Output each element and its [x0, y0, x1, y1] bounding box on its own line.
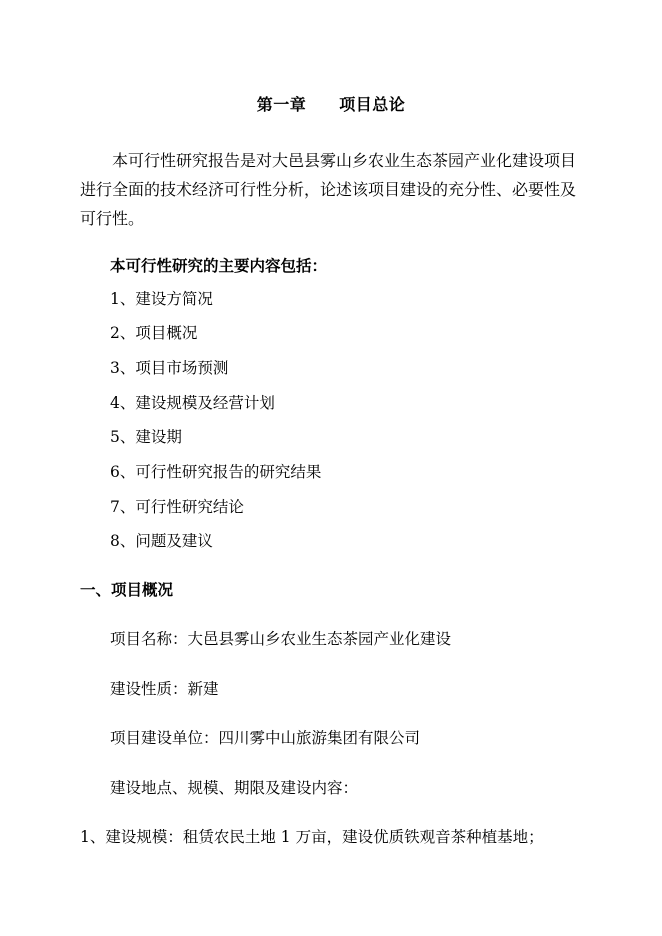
contents-item: 7、可行性研究结论 — [110, 498, 244, 516]
contents-item: 4、建设规模及经营计划 — [110, 394, 275, 412]
construction-unit: 项目建设单位：四川雾中山旅游集团有限公司 — [110, 729, 421, 747]
section-heading: 一、项目概况 — [80, 580, 174, 599]
contents-item: 8、问题及建议 — [110, 532, 213, 550]
chapter-title: 第一章 项目总论 — [256, 95, 406, 114]
contents-heading: 本可行性研究的主要内容包括： — [110, 256, 328, 275]
contents-item: 6、可行性研究报告的研究结果 — [110, 463, 322, 481]
construction-nature: 建设性质：新建 — [110, 680, 219, 698]
contents-item: 5、建设期 — [110, 428, 182, 446]
construction-location: 建设地点、规模、期限及建设内容： — [110, 779, 359, 797]
construction-scale: 1、建设规模：租赁农民土地 1 万亩，建设优质铁观音茶种植基地； — [80, 828, 544, 846]
contents-item: 2、项目概况 — [110, 324, 198, 342]
project-name: 项目名称：大邑县雾山乡农业生态茶园产业化建设 — [110, 630, 452, 648]
intro-paragraph: 本可行性研究报告是对大邑县雾山乡农业生态茶园产业化建设项目进行全面的技术经济可行性分析，论述该项目建设的充分性、必要性及可行性。 — [80, 151, 577, 228]
contents-item: 3、项目市场预测 — [110, 359, 229, 377]
contents-item: 1、建设方简况 — [110, 290, 213, 308]
